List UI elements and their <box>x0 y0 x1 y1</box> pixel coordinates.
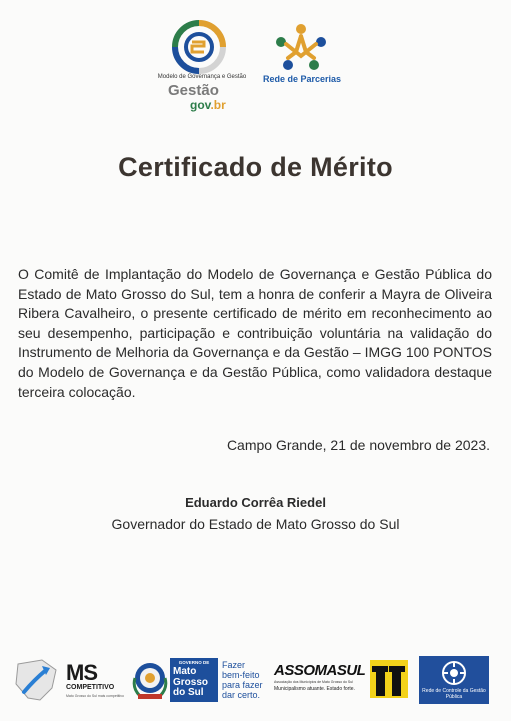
rede-controle-logo <box>419 656 489 704</box>
rede-parcerias-logo <box>256 22 346 92</box>
rede-parcerias-label: Rede de Parcerias <box>262 74 342 84</box>
footer-logos <box>0 650 511 710</box>
ms-competitivo-text: COMPETITIVO <box>66 684 115 691</box>
gestao-word: Gestão <box>168 82 219 99</box>
rede-controle-emblem-icon <box>439 659 469 687</box>
gestao-gov-wordmark: gov.br <box>190 98 226 112</box>
assomasul-figures-icon <box>370 660 408 698</box>
signer-role: Governador do Estado de Mato Grosso do Sul <box>111 516 400 532</box>
state-coat-of-arms-icon <box>132 658 168 702</box>
assomasul-fullname: Associação dos Municípios de Mato Grosso do Sul <box>274 680 353 684</box>
certificate-date: Campo Grande, 21 de novembro de 2023. <box>226 437 490 453</box>
gestao-tagline: Modelo de Governança e Gestão <box>157 74 247 80</box>
certificate-title: Certificado de Mérito <box>118 152 393 182</box>
ms-competitivo-logo <box>12 656 124 704</box>
gestao-gov-logo <box>146 20 254 112</box>
ms-map-icon <box>12 658 60 702</box>
assomasul-logo <box>272 658 408 704</box>
governo-ms-box <box>170 658 218 702</box>
governo-ms-name: Mato Grosso do Sul <box>173 666 209 698</box>
rede-controle-label: Rede de Controle da Gestão Pública <box>422 688 486 700</box>
assomasul-slogan: Municipalismo atuante. Estado forte. <box>274 686 355 692</box>
certificate-body: O Comitê de Implantação do Modelo de Governança e Gestão Pública do Estado de Mato Grosso do Sul, tem a honra de conferir a Mayra de Oliveira Ribera Cavalheiro, o presente certificado de mérito em reconhecimento ao seu desempenho, participação e contribuição voluntária na validação do Instrumento de Melhoria da Governança e da Gestão – IMGG 100 PONTOS do Modelo de Governança e da Gestão Pública, como validadora destaque terceira colocação. <box>18 266 492 400</box>
governo-slogan: Fazer bem-feito para fazer dar certo. <box>222 660 263 700</box>
gestao-emblem-icon <box>166 20 232 74</box>
assomasul-name: ASSOMASUL <box>274 662 366 679</box>
ms-big-text: MS <box>66 660 97 685</box>
signer-name: Eduardo Corrêa Riedel <box>185 495 326 510</box>
partners-star-icon <box>272 22 330 72</box>
ms-tagline: Mato Grosso do Sul mais competitivo <box>66 694 124 698</box>
governo-ms-logo <box>132 656 264 706</box>
governo-de-label: GOVERNO DE <box>178 660 210 665</box>
